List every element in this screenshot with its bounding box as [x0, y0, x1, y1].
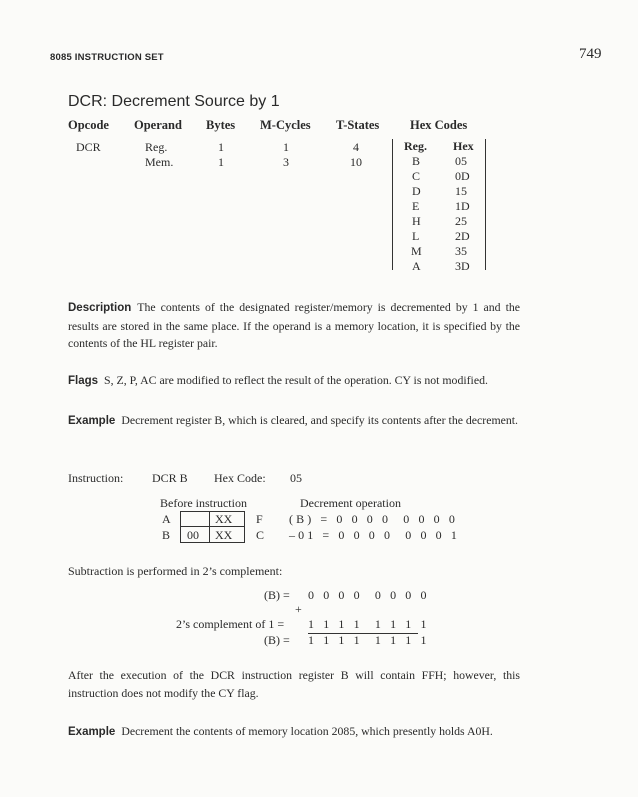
description-label: Description — [68, 302, 132, 314]
register-a-box — [180, 511, 210, 527]
cell-mcycles: 3 — [283, 155, 289, 169]
section-title: DCR: Decrement Source by 1 — [68, 93, 280, 110]
example-2-text: Decrement the contents of memory location 2085, which presently holds A0H. — [121, 724, 493, 738]
register-b-label: B — [162, 528, 171, 542]
sub-line2-value: 1 1 1 1 1 1 1 1 — [308, 617, 430, 631]
hex-value: 3D — [455, 259, 470, 273]
col-opcode: Opcode — [68, 118, 109, 132]
register-c-value: XX — [215, 528, 233, 542]
instruction-mnemonic: DCR B — [152, 471, 188, 485]
running-header: 8085 INSTRUCTION SET — [50, 52, 164, 63]
sub-line3-value: 1 1 1 1 1 1 1 1 — [308, 633, 430, 647]
col-bytes: Bytes — [206, 118, 236, 132]
hex-table-right-border — [485, 139, 486, 270]
cell-operand: Mem. — [145, 155, 174, 169]
flags-paragraph — [68, 372, 520, 391]
hex-reg: H — [412, 214, 421, 228]
flags-label: Flags — [68, 375, 99, 387]
register-f-value: XX — [215, 512, 233, 526]
hex-value: 1D — [455, 199, 470, 213]
subtraction-text: Subtraction is performed in 2’s complement: — [68, 564, 283, 578]
cell-tstates: 10 — [350, 155, 362, 169]
hex-col-hex: Hex — [453, 139, 474, 153]
operation-line-2: –01 = 0 0 0 0 0 0 0 1 — [289, 528, 460, 542]
hex-value: 35 — [455, 244, 467, 258]
hex-reg: C — [412, 169, 421, 183]
sub-line2-label: 2’s complement of 1 = — [176, 617, 285, 631]
instruction-label: Instruction: — [68, 471, 124, 485]
cell-bytes: 1 — [218, 140, 224, 154]
hex-value: 0D — [455, 169, 470, 183]
col-tstates: T-States — [336, 118, 380, 132]
flags-text: S, Z, P, AC are modified to reflect the result of the operation. CY is not modified. — [104, 373, 488, 387]
description-text: The contents of the designated register/memory is decremented by 1 and the results are stored in the same place. If the operand is a memory location, it is specified by the contents of the HL register pair. — [68, 300, 520, 350]
operation-line-1: (B) = 0 0 0 0 0 0 0 0 — [289, 512, 458, 526]
example-paragraph — [68, 412, 520, 431]
description-paragraph — [68, 299, 520, 353]
col-mcycles: M-Cycles — [260, 118, 311, 132]
example-text: Decrement register B, which is cleared, and specify its contents after the decrement. — [121, 413, 518, 427]
hex-value: 15 — [455, 184, 467, 198]
cell-bytes: 1 — [218, 155, 224, 169]
example-label: Example — [68, 415, 116, 427]
cell-mcycles: 1 — [283, 140, 289, 154]
hex-table-left-border — [392, 139, 393, 270]
hex-col-reg: Reg. — [404, 139, 427, 153]
plus-sign: + — [295, 602, 302, 616]
hex-value: 05 — [455, 154, 467, 168]
hex-reg: B — [412, 154, 421, 168]
before-instruction-label: Before instruction — [160, 496, 247, 510]
hex-reg: M — [411, 244, 422, 258]
hex-value: 2D — [455, 229, 470, 243]
hex-value: 25 — [455, 214, 467, 228]
col-hexcodes: Hex Codes — [410, 118, 468, 132]
sub-line1-value: 0 0 0 0 0 0 0 0 — [308, 588, 430, 602]
hex-code-value: 05 — [290, 471, 302, 485]
sub-line1-label: (B) = — [264, 588, 290, 602]
hex-reg: D — [412, 184, 421, 198]
hex-reg: A — [412, 259, 421, 273]
col-operand: Operand — [134, 118, 182, 132]
hex-reg: L — [412, 229, 420, 243]
hex-reg: E — [412, 199, 420, 213]
cell-opcode: DCR — [76, 140, 101, 154]
page-number: 749 — [579, 46, 602, 62]
cell-tstates: 4 — [353, 140, 359, 154]
register-a-label: A — [162, 512, 171, 526]
decrement-operation-label: Decrement operation — [300, 496, 401, 510]
cell-operand: Reg. — [145, 140, 168, 154]
register-b-value: 00 — [187, 528, 199, 542]
example-2-label: Example — [68, 726, 116, 738]
after-paragraph: After the execution of the DCR instruction register B will contain FFH; however, this instruction does not modify the CY flag. — [68, 668, 520, 700]
hex-code-label: Hex Code: — [214, 471, 266, 485]
register-c-label: C — [256, 528, 265, 542]
register-f-label: F — [256, 512, 263, 526]
example-2-paragraph — [68, 723, 520, 742]
sub-line3-label: (B) = — [264, 633, 290, 647]
